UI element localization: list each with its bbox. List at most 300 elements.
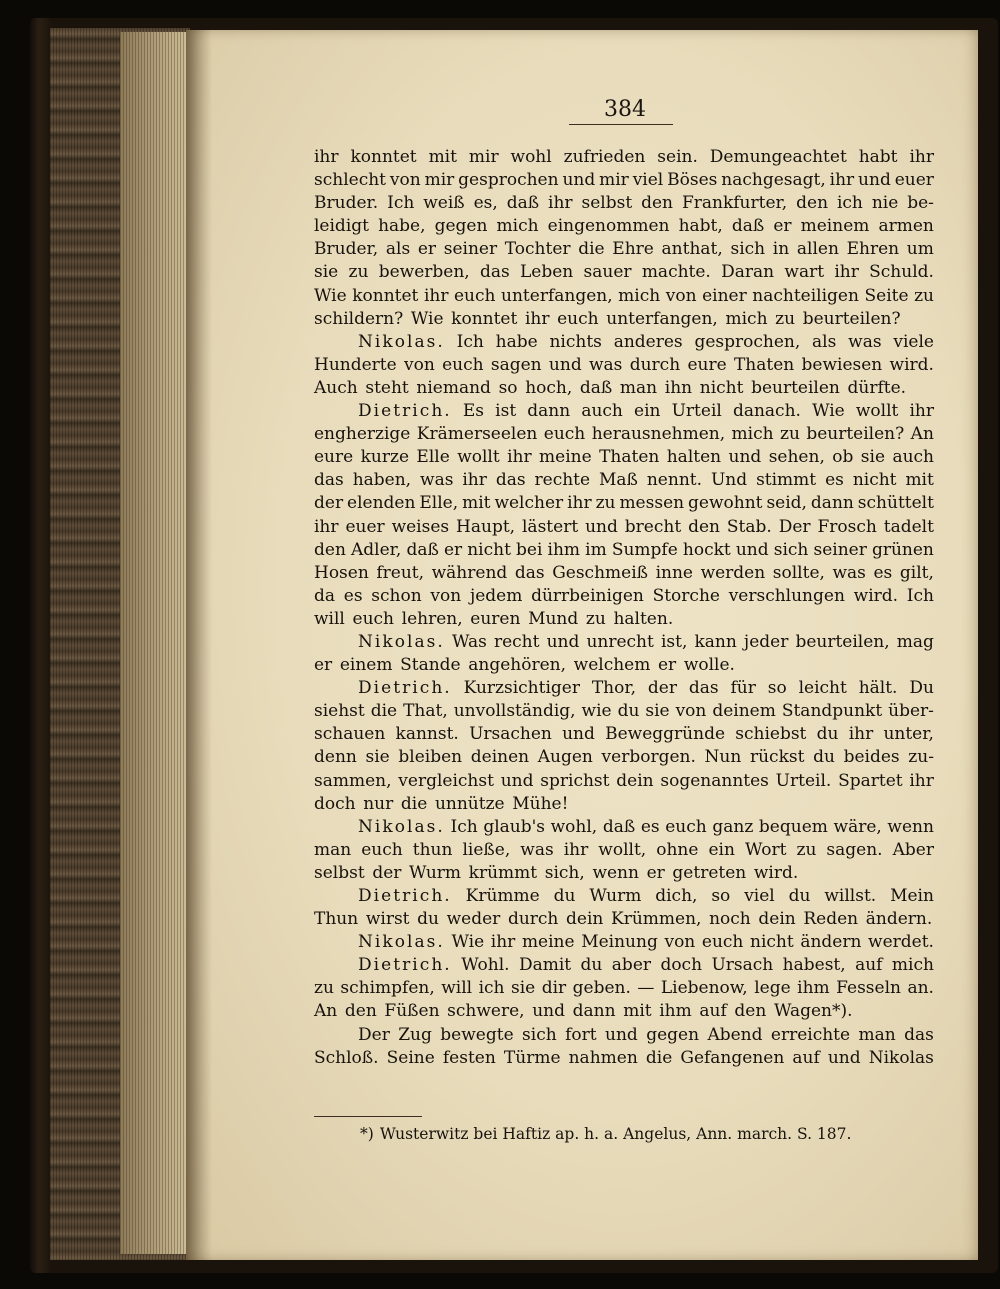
word: die xyxy=(370,701,398,722)
word: eure xyxy=(314,447,354,468)
word: ihr xyxy=(834,262,859,283)
word: Schuld. xyxy=(869,262,934,283)
word: wird. xyxy=(889,354,934,375)
text-line xyxy=(314,1000,934,1023)
word: wäre, xyxy=(833,816,882,837)
word: ihn xyxy=(664,377,693,398)
speaker-name: Dietrich. xyxy=(358,401,452,422)
word: den xyxy=(344,1001,377,1022)
word: daß xyxy=(506,193,540,214)
word: Ursach xyxy=(711,955,774,976)
word: deinem xyxy=(712,701,776,722)
word: tadelt xyxy=(883,516,934,537)
text-line xyxy=(314,700,934,723)
word: einer xyxy=(702,285,747,306)
word: ohne xyxy=(656,839,699,860)
word: unter, xyxy=(883,724,934,745)
page-number-rule xyxy=(569,124,673,125)
word: zu xyxy=(775,308,796,329)
word: Augen xyxy=(537,747,593,768)
word: ihr xyxy=(829,170,855,191)
word: hoch, xyxy=(525,377,573,398)
word: es, xyxy=(473,193,498,214)
text-line xyxy=(314,400,934,423)
word: viel xyxy=(632,170,664,191)
word: Du xyxy=(909,678,934,699)
word: Frosch xyxy=(817,516,877,537)
text-line xyxy=(314,631,934,654)
word: Der xyxy=(358,1024,390,1045)
word: zu xyxy=(595,493,616,514)
word: zufrieden xyxy=(563,147,646,167)
word: Füßen xyxy=(384,1001,440,1022)
word: die xyxy=(400,793,428,814)
word: nicht xyxy=(699,377,744,398)
word: freut, xyxy=(376,562,425,583)
word: lehren, xyxy=(401,608,463,629)
word: wollt xyxy=(457,447,500,468)
word: ihr xyxy=(507,447,532,468)
word: er xyxy=(417,239,437,260)
word: ihr xyxy=(490,932,516,953)
word: Kurzsichtiger xyxy=(463,678,580,699)
word: sie xyxy=(365,747,390,768)
word: ändern. xyxy=(865,909,933,930)
word: anderes xyxy=(613,331,683,352)
word: eure xyxy=(687,354,727,375)
word: meine xyxy=(539,447,592,468)
word: sehen, xyxy=(768,447,825,468)
page-number: 384 xyxy=(604,97,646,122)
word: man xyxy=(619,377,658,398)
word: Zug xyxy=(398,1024,432,1045)
word: mit xyxy=(428,147,457,167)
word: mir xyxy=(599,170,629,191)
word: du xyxy=(580,955,603,976)
word: messen xyxy=(619,493,685,514)
word: werdet. xyxy=(868,932,934,953)
word: Demungeachtet xyxy=(709,147,847,167)
word: euer xyxy=(894,170,934,191)
word: Ehre xyxy=(612,239,654,260)
word: sie xyxy=(860,447,886,468)
word: auf xyxy=(699,1001,727,1022)
word: er xyxy=(773,216,792,237)
word: selbst xyxy=(314,862,365,883)
text-line xyxy=(314,423,934,446)
word: euren xyxy=(470,608,521,629)
word: was xyxy=(848,331,882,352)
word: schwere, xyxy=(447,1001,525,1022)
word: von xyxy=(665,285,697,306)
word: noch xyxy=(709,909,751,930)
word: werden xyxy=(700,562,766,583)
word: Ich xyxy=(387,193,415,214)
word: was xyxy=(420,470,454,491)
word: kurze xyxy=(360,447,410,468)
speaker-name: Dietrich. xyxy=(358,886,452,906)
word: er xyxy=(314,655,333,676)
word: Maß xyxy=(599,470,638,491)
word: lästert xyxy=(522,516,579,537)
text-line xyxy=(314,585,934,608)
word: ihr xyxy=(848,724,874,745)
word: zu xyxy=(348,262,369,283)
word: von xyxy=(389,170,421,191)
word: dich, xyxy=(655,886,698,906)
word: jeder xyxy=(743,631,789,652)
word: Wurm xyxy=(589,886,642,906)
word: ihm xyxy=(547,539,581,560)
speaker-name: Dietrich. xyxy=(358,678,452,699)
word: den xyxy=(314,539,346,560)
word: sich xyxy=(773,539,809,560)
word: rückst xyxy=(749,747,805,768)
word: aber xyxy=(611,955,652,976)
word: mit xyxy=(623,1001,652,1022)
text-line xyxy=(314,723,934,746)
word: hält. xyxy=(858,678,898,699)
word: Krümmen, xyxy=(611,909,702,930)
word: leidigt xyxy=(314,216,369,237)
word: Gefangenen xyxy=(680,1047,785,1068)
word: sein. xyxy=(657,147,698,167)
word: mit xyxy=(462,493,491,514)
word: viele xyxy=(893,331,934,352)
word: durch xyxy=(507,909,559,930)
word: beides xyxy=(843,747,900,768)
word: allen xyxy=(796,239,839,260)
text-line xyxy=(314,539,934,562)
text-line xyxy=(314,1024,934,1047)
word: Bruder, xyxy=(314,239,379,260)
word: Türme xyxy=(503,1047,561,1068)
word: Krämerseelen xyxy=(416,424,538,445)
word: schlecht xyxy=(314,170,386,191)
word: Seite xyxy=(864,285,909,306)
word: niemand xyxy=(416,377,491,398)
word: daß xyxy=(579,377,613,398)
word: armen xyxy=(878,216,934,237)
word: ihr xyxy=(462,470,487,491)
word: schildern? xyxy=(314,308,404,329)
word: ihm xyxy=(797,978,830,999)
word: nicht xyxy=(852,470,897,491)
word: Elle xyxy=(416,447,450,468)
word: für xyxy=(730,678,756,699)
word: zu- xyxy=(908,747,934,768)
word: will xyxy=(441,978,473,999)
word: glaub's xyxy=(483,816,545,837)
word: sie xyxy=(510,978,536,999)
word: und xyxy=(605,1024,638,1045)
word: Frankfurter, xyxy=(681,193,788,214)
text-line xyxy=(314,677,934,700)
word: — xyxy=(637,978,655,999)
word: Liebenow, xyxy=(660,978,748,999)
word: ihr xyxy=(314,516,339,537)
word: der xyxy=(372,862,402,883)
word: einem xyxy=(339,655,393,676)
word: Der xyxy=(778,516,811,537)
word: nie xyxy=(871,193,899,214)
word: dürrbeinigen xyxy=(531,585,644,606)
word: ihr xyxy=(567,493,592,514)
word: dann xyxy=(527,401,571,422)
word: recht xyxy=(493,631,540,652)
word: Wagen*). xyxy=(773,1001,853,1022)
word: Abend xyxy=(707,1024,763,1045)
word: Ich xyxy=(456,331,484,352)
word: du xyxy=(816,724,839,745)
book-spine xyxy=(30,18,52,1273)
word: vergleichst xyxy=(398,770,494,791)
word: Geschmeiß xyxy=(552,562,648,583)
footnote xyxy=(360,1125,920,1143)
word: siehst xyxy=(314,701,365,722)
word: und xyxy=(858,170,891,191)
word: euch xyxy=(442,354,484,375)
word: elenden xyxy=(347,493,416,514)
word: brecht xyxy=(624,516,682,537)
text-line xyxy=(314,839,934,862)
word: will xyxy=(314,608,345,629)
text-line xyxy=(314,492,934,515)
word: durch xyxy=(629,354,681,375)
text-line xyxy=(314,746,934,769)
text-line xyxy=(314,608,934,631)
word: es xyxy=(343,585,363,606)
word: das xyxy=(314,470,344,491)
word: stimmt xyxy=(756,470,817,491)
word: dann xyxy=(810,493,854,514)
word: euch xyxy=(352,608,394,629)
word: angehören, xyxy=(468,655,567,676)
word: halten. xyxy=(613,608,674,629)
word: wollt, xyxy=(598,839,647,860)
word: euch xyxy=(557,308,599,329)
word: daß xyxy=(406,539,439,560)
word: habe, xyxy=(378,216,426,237)
word: er xyxy=(646,862,665,883)
word: sauer xyxy=(583,262,632,283)
word: den xyxy=(641,193,674,214)
word: Daran xyxy=(721,262,775,283)
text-line xyxy=(314,169,934,192)
word: sprichst xyxy=(540,770,610,791)
word: Ursachen xyxy=(469,724,552,745)
gutter-shadow xyxy=(186,30,212,1260)
word: ihr xyxy=(548,193,573,214)
word: um xyxy=(906,239,934,260)
word: es xyxy=(825,470,844,491)
word: und xyxy=(562,170,596,191)
word: sie xyxy=(645,701,670,722)
word: auch xyxy=(892,447,934,468)
word: haben, xyxy=(352,470,412,491)
text-line xyxy=(314,285,934,308)
word: wolle. xyxy=(683,655,735,676)
text-line xyxy=(314,654,934,677)
word: kann xyxy=(694,631,737,652)
word: so xyxy=(711,886,731,906)
word: und xyxy=(500,770,534,791)
word: ein xyxy=(708,839,735,860)
word: An xyxy=(910,424,934,445)
word: Urteil. xyxy=(775,770,832,791)
word: wirst xyxy=(365,909,410,930)
footnote-rule xyxy=(314,1116,422,1117)
word: das xyxy=(495,470,526,491)
word: dürfte. xyxy=(847,377,907,398)
speaker-name: Nikolas. xyxy=(358,816,445,837)
word: selbst xyxy=(581,193,633,214)
word: Ich xyxy=(906,585,934,606)
word: nennt. xyxy=(646,470,703,491)
word: man xyxy=(858,1024,896,1045)
word: ist, xyxy=(660,631,688,652)
page-edge-block xyxy=(120,32,190,1254)
word: gesprochen, xyxy=(694,331,801,352)
word: verborgen. xyxy=(601,747,696,768)
word: schauen xyxy=(314,724,386,745)
word: erreichte xyxy=(770,1024,851,1045)
word: Spartet xyxy=(838,770,903,791)
word: da xyxy=(314,585,336,606)
text-line xyxy=(314,1047,934,1070)
word: meinem xyxy=(800,216,870,237)
text-line xyxy=(314,862,934,885)
word: unvollständig, xyxy=(453,701,576,722)
word: zu xyxy=(585,608,606,629)
word: habest, xyxy=(782,955,846,976)
word: es xyxy=(640,816,660,837)
word: Krümme xyxy=(465,886,540,906)
word: bei xyxy=(516,539,543,560)
word: thun xyxy=(412,839,453,860)
word: mit xyxy=(905,470,934,491)
word: kannst. xyxy=(395,724,459,745)
word: daß xyxy=(731,216,765,237)
word: machte. xyxy=(641,262,711,283)
word: wenn xyxy=(592,862,639,883)
word: und xyxy=(546,631,580,652)
word: jedem xyxy=(469,585,523,606)
word: seid, xyxy=(766,493,807,514)
word: Thaten xyxy=(733,354,795,375)
word: so xyxy=(767,678,787,699)
word: das xyxy=(904,1024,934,1045)
word: wird. xyxy=(753,862,799,883)
text-line xyxy=(314,516,934,539)
text-line xyxy=(314,793,934,816)
word: ist xyxy=(495,401,517,422)
word: unterfangen, xyxy=(606,308,718,329)
text-line xyxy=(314,146,934,169)
word: ganz xyxy=(712,816,754,837)
word: bewegte xyxy=(440,1024,514,1045)
word: Elle, xyxy=(419,493,459,514)
word: unrecht xyxy=(586,631,654,652)
text-line xyxy=(314,446,934,469)
word: nachteiligen xyxy=(752,285,859,306)
word: und xyxy=(562,724,595,745)
word: Damit xyxy=(518,955,572,976)
word: du xyxy=(813,747,835,768)
word: An xyxy=(314,1001,338,1022)
word: Auch xyxy=(314,377,358,398)
word: Standpunkt xyxy=(781,701,883,722)
word: den xyxy=(796,193,829,214)
word: sie xyxy=(314,262,339,283)
word: er xyxy=(443,539,463,560)
word: Hunderte xyxy=(314,354,397,375)
word: deinen xyxy=(470,747,530,768)
word: seiner xyxy=(443,239,498,260)
word: Seine xyxy=(386,1047,435,1068)
word: bleiben xyxy=(398,747,463,768)
text-line xyxy=(314,238,934,261)
word: hockt xyxy=(682,539,731,560)
word: was xyxy=(520,839,554,860)
word: habt, xyxy=(678,216,723,237)
text-line xyxy=(314,331,934,354)
word: weises xyxy=(391,516,450,537)
word: euch xyxy=(361,839,403,860)
word: der xyxy=(647,678,677,699)
word: über- xyxy=(888,701,934,722)
word: konntet xyxy=(350,147,417,167)
text-line xyxy=(314,261,934,284)
word: Leben xyxy=(520,262,574,283)
word: und xyxy=(735,539,769,560)
word: als xyxy=(385,239,411,260)
word: inne xyxy=(655,562,693,583)
word: Nun xyxy=(704,747,742,768)
word: von xyxy=(403,354,435,375)
word: mich xyxy=(731,424,774,445)
word: dein xyxy=(616,770,654,791)
word: Adler, xyxy=(351,539,402,560)
word: nahmen xyxy=(568,1047,638,1068)
word: konntet xyxy=(451,308,518,329)
word: Mein xyxy=(890,886,934,906)
word: ihr xyxy=(314,147,339,167)
word: daß xyxy=(602,816,636,837)
word: viel xyxy=(744,886,775,906)
word: du xyxy=(417,909,439,930)
word: ihm xyxy=(659,1001,692,1022)
word: die xyxy=(578,239,605,260)
word: leicht xyxy=(798,678,847,699)
word: weder xyxy=(446,909,501,930)
word: meine xyxy=(521,932,575,953)
word: Wort xyxy=(744,839,787,860)
word: sagen. xyxy=(826,839,883,860)
word: Haupt, xyxy=(456,516,516,537)
word: Fesseln xyxy=(836,978,901,999)
word: bewerben, xyxy=(378,262,470,283)
word: so xyxy=(498,377,518,398)
word: nachgesagt, xyxy=(721,170,826,191)
word: mag xyxy=(896,631,934,652)
word: Aber xyxy=(892,839,934,860)
word: der xyxy=(314,493,344,514)
word: fort xyxy=(565,1024,597,1045)
word: Wohl. xyxy=(461,955,510,976)
word: euch xyxy=(665,816,707,837)
word: gewohnt xyxy=(688,493,763,514)
